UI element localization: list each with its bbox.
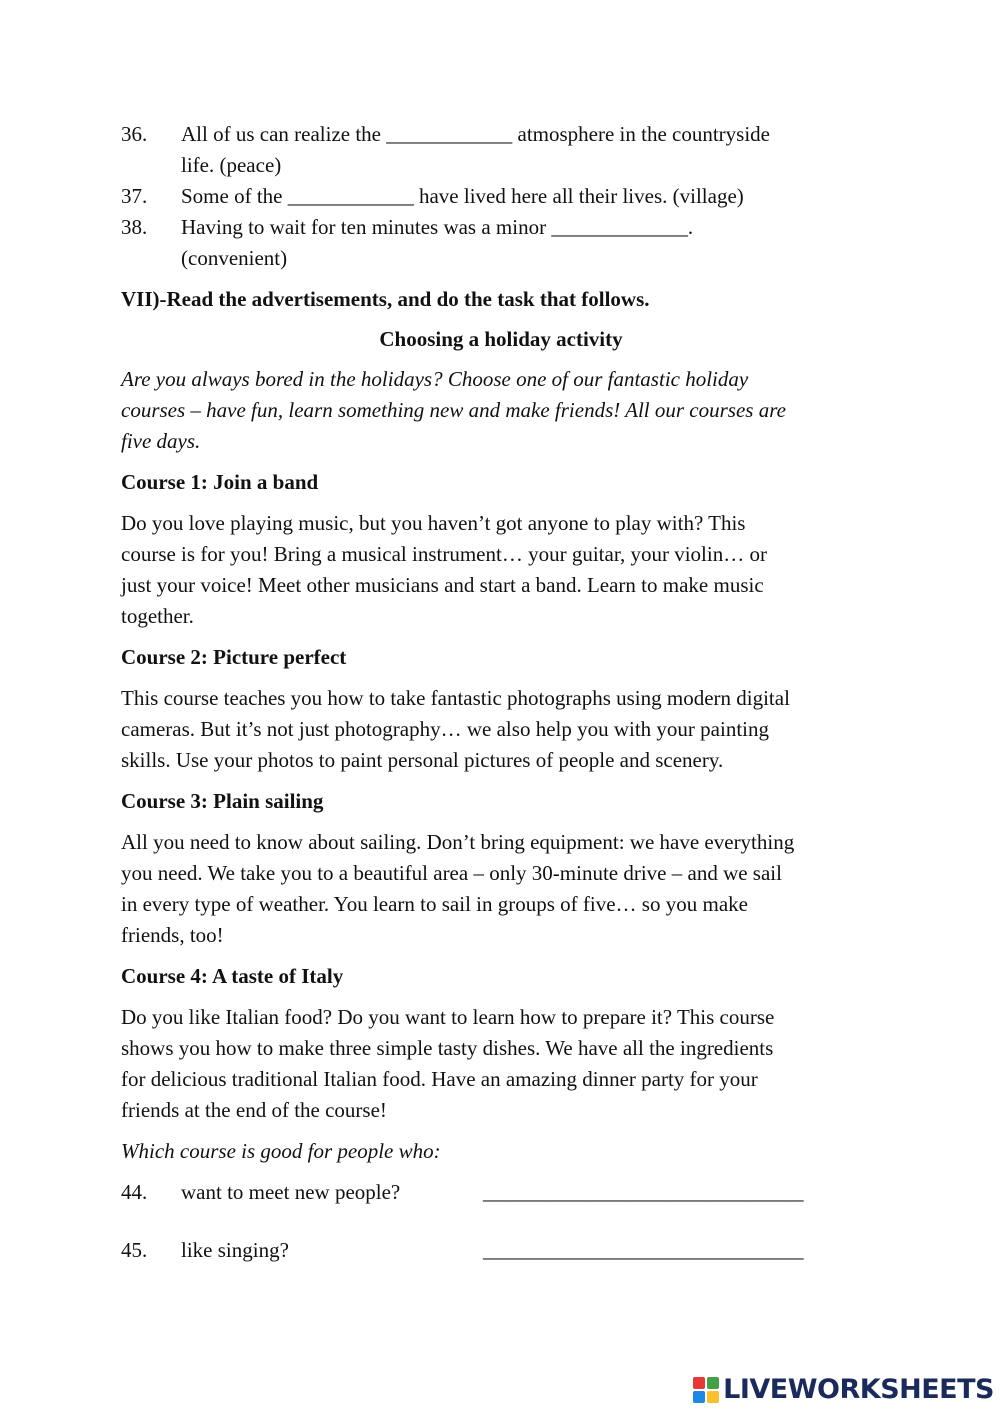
course-2-body <box>121 683 881 776</box>
section-heading: VII)-Read the advertisements, and do the task that follows. <box>121 287 650 311</box>
task-prompt: Which course is good for people who: <box>121 1139 441 1163</box>
course-body-line: This course teaches you how to take fantastic photographs using modern digital <box>121 686 790 710</box>
course-body-line: friends, too! <box>121 923 224 947</box>
section-title: Choosing a holiday activity <box>379 327 623 351</box>
logo-square-green <box>707 1377 719 1389</box>
question-text-line: Having to wait for ten minutes was a minor _____________. <box>181 215 694 239</box>
task-number: 44. <box>121 1180 148 1204</box>
course-3-body <box>121 827 881 951</box>
logo-mark-icon <box>693 1377 719 1403</box>
question-text-line: Some of the ____________ have lived here all their lives. (village) <box>181 184 744 208</box>
task-item-45 <box>121 1235 881 1266</box>
question-37 <box>121 181 881 212</box>
course-3-title: Course 3: Plain sailing <box>121 789 324 813</box>
course-body-line: for delicious traditional Italian food. Have an amazing dinner party for your <box>121 1067 758 1091</box>
intro-line: courses – have fun, learn something new and make friends! All our courses are <box>121 398 786 422</box>
question-text-line: (convenient) <box>181 246 288 270</box>
answer-input-44[interactable]: ________________________________ <box>483 1180 803 1204</box>
course-body-line: Do you love playing music, but you haven’t got anyone to play with? This <box>121 511 746 535</box>
course-1-body <box>121 508 881 632</box>
course-body-line: just your voice! Meet other musicians and start a band. Learn to make music <box>121 573 764 597</box>
logo-square-yellow <box>707 1391 719 1403</box>
answer-input-45[interactable]: ________________________________ <box>483 1238 803 1262</box>
question-text-line: All of us can realize the ____________ atmosphere in the countryside <box>181 122 771 146</box>
question-number: 38. <box>121 215 148 239</box>
logo-square-red <box>693 1377 705 1389</box>
intro-line: five days. <box>121 429 201 453</box>
course-body-line: shows you how to make three simple tasty dishes. We have all the ingredients <box>121 1036 774 1060</box>
question-text-line: life. (peace) <box>181 153 282 177</box>
task-item-44 <box>121 1177 881 1208</box>
worksheet-page <box>121 119 881 1266</box>
brand-name: LIVEWORKSHEETS <box>723 1374 994 1405</box>
course-body-line: course is for you! Bring a musical instrument… your guitar, your violin… or <box>121 542 767 566</box>
course-4-body <box>121 1002 881 1126</box>
course-body-line: skills. Use your photos to paint personal pictures of people and scenery. <box>121 748 724 772</box>
question-number: 36. <box>121 122 148 146</box>
course-body-line: All you need to know about sailing. Don’t bring equipment: we have everything <box>121 830 795 854</box>
course-2-title: Course 2: Picture perfect <box>121 645 347 669</box>
task-number: 45. <box>121 1238 148 1262</box>
course-body-line: cameras. But it’s not just photography… we also help you with your painting <box>121 717 769 741</box>
intro-line: Are you always bored in the holidays? Choose one of our fantastic holiday <box>121 367 749 391</box>
question-number: 37. <box>121 184 148 208</box>
task-text: want to meet new people? <box>181 1180 401 1204</box>
question-36 <box>121 119 881 181</box>
course-body-line: you need. We take you to a beautiful area – only 30-minute drive – and we sail <box>121 861 782 885</box>
course-body-line: in every type of weather. You learn to sail in groups of five… so you make <box>121 892 748 916</box>
course-body-line: friends at the end of the course! <box>121 1098 387 1122</box>
question-38 <box>121 212 881 274</box>
course-4-title: Course 4: A taste of Italy <box>121 964 344 988</box>
logo-square-blue <box>693 1391 705 1403</box>
section-intro <box>121 364 881 457</box>
course-body-line: together. <box>121 604 194 628</box>
task-text: like singing? <box>181 1238 289 1262</box>
course-1-title: Course 1: Join a band <box>121 470 319 494</box>
course-body-line: Do you like Italian food? Do you want to learn how to prepare it? This course <box>121 1005 775 1029</box>
liveworksheets-logo <box>693 1375 994 1405</box>
